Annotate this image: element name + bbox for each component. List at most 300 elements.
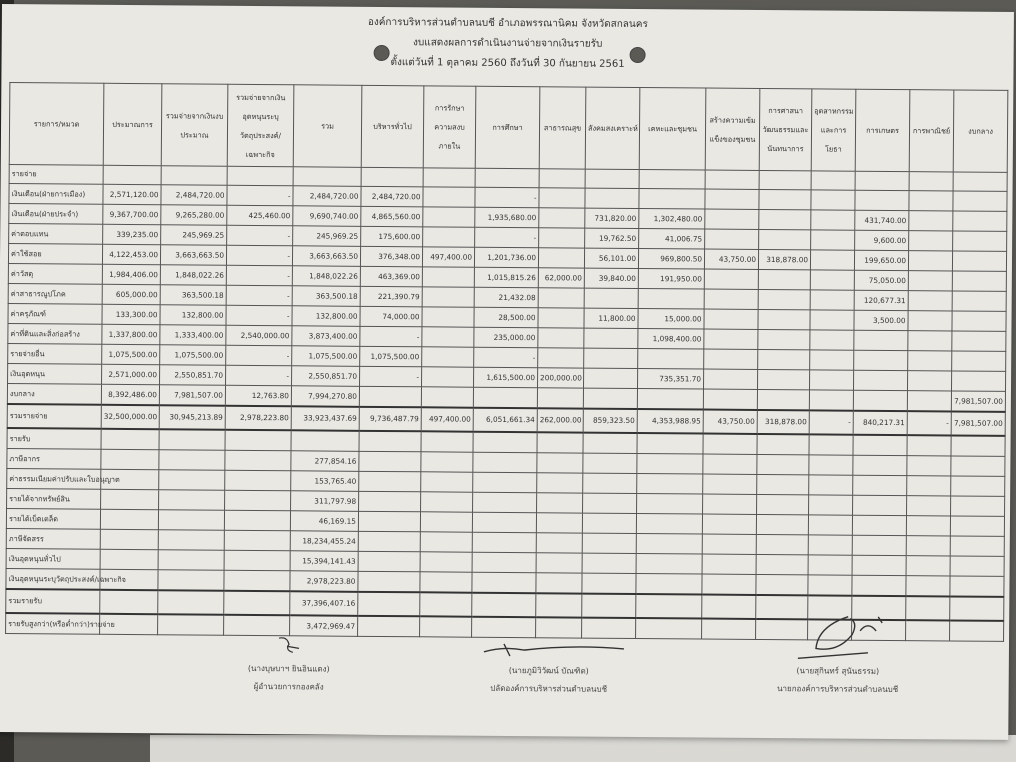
table-cell [705, 170, 759, 189]
table-cell: 2,571,120.00 [103, 184, 161, 204]
row-label: ค่าครุภัณฑ์ [8, 304, 102, 325]
table-cell [909, 172, 953, 191]
table-cell [537, 493, 583, 513]
table-cell: 2,550,851.70 [160, 365, 226, 386]
table-cell [808, 555, 852, 575]
table-cell [638, 289, 704, 310]
table-cell [361, 167, 423, 186]
table-cell: 9,736,487.79 [359, 407, 421, 431]
table-cell: 221,390.79 [360, 286, 422, 306]
table-cell [583, 493, 637, 513]
column-header: การพาณิชย์ [909, 90, 954, 172]
table-cell: 1,935,680.00 [475, 207, 539, 228]
signer-name: (นายภูมิวิวัฒน์ บัณฑิต) [508, 666, 589, 676]
table-cell: 1,984,406.00 [102, 264, 160, 284]
table-cell [291, 430, 359, 451]
table-cell [358, 616, 420, 637]
table-cell [702, 554, 756, 574]
row-label: รายได้เบ็ดเตล็ด [6, 509, 100, 530]
table-cell [224, 550, 290, 571]
table-cell [159, 470, 225, 491]
table-cell [637, 389, 703, 410]
table-cell [950, 516, 1004, 536]
document-period: ตั้งแต่วันที่ 1 ตุลาคม 2560 ถึงวันที่ 30 กันยายน 2561 [390, 57, 625, 70]
table-cell: 1,302,480.00 [639, 209, 705, 230]
table-cell [757, 389, 809, 410]
table-cell: 425,460.00 [227, 205, 293, 226]
row-label: ค่าตอบแทน [9, 224, 103, 245]
column-header: สาธารณสุข [539, 87, 586, 169]
table-cell: 56,101.00 [584, 248, 638, 268]
table-cell: 199,650.00 [854, 250, 908, 270]
table-cell [636, 594, 702, 619]
table-cell: 2,540,000.00 [226, 325, 292, 346]
table-cell [952, 351, 1006, 371]
table-cell: 19,762.50 [585, 228, 639, 248]
table-cell: 1,615,500.00 [474, 367, 538, 388]
table-cell: 311,797.98 [291, 491, 359, 512]
table-cell [582, 513, 636, 533]
table-cell: 62,000.00 [538, 268, 584, 288]
table-cell [358, 592, 420, 616]
table-cell [584, 288, 638, 308]
table-cell: 7,994,270.80 [291, 386, 359, 407]
table-cell [854, 330, 908, 350]
table-cell: 262,000.00 [537, 408, 583, 432]
table-cell [100, 509, 158, 529]
table-cell: 4,122,453.00 [102, 244, 160, 264]
signature-block [219, 634, 359, 697]
table-cell [810, 310, 854, 330]
table-cell [423, 168, 475, 187]
table-cell [582, 553, 636, 573]
table-cell [952, 291, 1006, 311]
table-cell: 235,000.00 [474, 327, 538, 348]
table-cell: 1,098,400.00 [638, 329, 704, 350]
table-cell [810, 350, 854, 370]
table-cell [421, 472, 473, 492]
table-cell [538, 308, 584, 328]
table-cell [907, 371, 951, 391]
table-cell: 191,950.00 [638, 269, 704, 290]
table-cell: 9,367,700.00 [103, 204, 161, 224]
table-cell: 2,571,000.00 [102, 364, 160, 384]
table-cell [472, 593, 536, 618]
table-cell [421, 431, 473, 452]
table-cell [583, 433, 637, 454]
table-cell [950, 576, 1004, 597]
table-cell [953, 191, 1007, 211]
table-cell [758, 349, 810, 369]
table-cell [421, 492, 473, 512]
table-cell [637, 454, 703, 475]
table-cell [636, 513, 702, 534]
table-cell [359, 431, 421, 452]
table-cell [224, 530, 290, 551]
table-cell [225, 470, 291, 491]
table-cell: 2,978,223.80 [225, 406, 291, 431]
table-cell: - [360, 326, 422, 346]
table-cell [420, 552, 472, 572]
row-label: เงินอุดหนุน [8, 364, 102, 385]
table-cell [159, 450, 225, 471]
table-cell: 30,945,213.89 [159, 405, 225, 430]
table-cell [422, 307, 474, 327]
table-cell: 840,217.31 [853, 411, 907, 435]
table-cell: - [226, 285, 292, 306]
table-cell [853, 475, 907, 495]
table-cell: 74,000.00 [360, 306, 422, 326]
table-cell: 735,351.70 [637, 369, 703, 390]
column-header: รวม [293, 85, 362, 168]
table-cell [473, 452, 537, 473]
table-cell: 75,050.00 [854, 270, 908, 290]
table-cell: 376,348.00 [360, 246, 422, 266]
table-cell: 15,000.00 [638, 309, 704, 330]
table-cell [536, 593, 582, 617]
table-cell [950, 556, 1004, 576]
table-cell [539, 208, 585, 228]
table-header-row [9, 83, 1008, 173]
table-cell [852, 535, 906, 555]
table-cell [536, 553, 582, 573]
table-cell [907, 496, 951, 516]
table-cell [583, 473, 637, 493]
table-cell [705, 209, 759, 229]
table-cell: 1,201,736.00 [474, 247, 538, 268]
table-cell [906, 556, 950, 576]
table-cell [951, 456, 1005, 476]
signer-role: นายกองค์การบริหารส่วนตำบลนบชี [777, 684, 899, 695]
document-header [1, 10, 1013, 78]
table-cell: 277,854.16 [291, 451, 359, 472]
row-label: ค่าธรรมเนียมค่าปรับและใบอนุญาต [7, 469, 101, 490]
table-cell: 431,740.00 [855, 210, 909, 230]
table-cell [582, 573, 636, 594]
column-header: รายการ/หมวด [9, 83, 104, 166]
table-cell [757, 434, 809, 455]
table-cell [811, 230, 855, 250]
table-cell: 9,265,280.00 [161, 205, 227, 226]
table-cell: 133,300.00 [102, 304, 160, 324]
table-cell [637, 433, 703, 454]
table-cell: 7,981,507.00 [951, 411, 1005, 435]
section-label: รายจ่าย [9, 165, 103, 185]
table-cell: 318,878.00 [758, 249, 810, 269]
table-cell [537, 388, 583, 409]
table-cell: 245,969.25 [293, 226, 361, 247]
table-cell [583, 453, 637, 473]
table-cell [158, 590, 224, 615]
table-cell [585, 169, 639, 188]
table-cell [758, 309, 810, 329]
statement-table [5, 82, 1008, 642]
table-cell: 1,848,022.26 [292, 266, 360, 287]
table-cell [952, 271, 1006, 291]
table-cell [908, 331, 952, 351]
column-header: บริหารทั่วไป [361, 85, 424, 167]
table-cell [756, 534, 808, 554]
row-label: ค่าใช้สอย [8, 244, 102, 265]
table-cell [473, 492, 537, 513]
table-cell [703, 454, 757, 474]
table-cell [358, 571, 420, 592]
table-cell [639, 189, 705, 210]
table-cell [809, 495, 853, 515]
table-cell [908, 351, 952, 371]
underlying-paper [150, 735, 1016, 762]
table-cell [161, 166, 227, 186]
table-cell: 43,750.00 [703, 410, 757, 434]
document-sheet [0, 4, 1014, 740]
table-cell [809, 475, 853, 495]
table-cell [704, 329, 758, 349]
table-cell [758, 269, 810, 289]
table-cell: 37,396,407.16 [290, 591, 358, 616]
signer-name: (นายสุกินทร์ สุนันธรรม) [796, 666, 880, 676]
table-cell [809, 390, 853, 411]
signature-block [459, 636, 639, 699]
table-cell [224, 615, 290, 636]
table-cell [422, 327, 474, 347]
table-cell [809, 370, 853, 390]
table-cell [756, 574, 808, 595]
table-cell [423, 227, 475, 247]
table-cell [852, 575, 906, 596]
table-cell: 39,840.00 [584, 268, 638, 288]
table-cell [638, 349, 704, 370]
table-cell: - [907, 411, 951, 435]
table-cell [951, 435, 1005, 456]
table-cell [224, 591, 290, 616]
table-cell [950, 536, 1004, 556]
table-cell [584, 348, 638, 368]
table-cell [808, 515, 852, 535]
table-cell [909, 231, 953, 251]
signer-role: ปลัดองค์การบริหารส่วนตำบลนบชี [490, 683, 608, 694]
table-cell [583, 388, 637, 409]
row-label: รายได้จากทรัพย์สิน [7, 489, 101, 510]
table-body [6, 165, 1008, 642]
table-cell [473, 472, 537, 493]
table-cell [473, 387, 537, 408]
table-cell: 3,472,969.47 [290, 615, 358, 636]
row-label: รายรับสูงกว่า(หรือต่ำกว่า)รายจ่าย [6, 613, 100, 634]
table-cell [159, 490, 225, 511]
table-cell: 28,500.00 [474, 307, 538, 328]
table-cell [420, 512, 472, 532]
table-cell [757, 454, 809, 474]
table-cell [951, 476, 1005, 496]
table-cell [227, 166, 293, 186]
table-cell [359, 491, 421, 511]
table-cell [225, 450, 291, 471]
table-cell [808, 575, 852, 596]
table-cell [639, 170, 705, 190]
table-cell [536, 617, 582, 638]
table-cell [422, 367, 474, 387]
table-cell [908, 291, 952, 311]
table-cell: 4,865,560.00 [361, 206, 423, 226]
table-cell [809, 434, 853, 455]
table-cell [422, 267, 474, 287]
table-cell [853, 435, 907, 456]
table-cell [907, 435, 951, 456]
table-cell [759, 209, 811, 229]
table-cell: 2,550,851.70 [292, 366, 360, 387]
table-cell [952, 251, 1006, 271]
table-cell: 6,051,661.34 [473, 408, 537, 433]
table-cell: 11,800.00 [584, 308, 638, 328]
table-cell [811, 171, 855, 190]
table-cell [536, 533, 582, 553]
table-cell [420, 572, 472, 593]
table-cell [703, 474, 757, 494]
table-cell [908, 271, 952, 291]
table-cell [855, 190, 909, 210]
table-cell: 41,006.75 [639, 229, 705, 250]
signature-mark [259, 634, 319, 660]
table-cell [758, 289, 810, 309]
table-cell [472, 572, 536, 593]
table-cell [637, 493, 703, 514]
row-label: งบกลาง [7, 384, 101, 405]
table-cell [584, 328, 638, 348]
table-cell: 339,235.00 [103, 224, 161, 244]
table-cell [359, 451, 421, 471]
table-cell [950, 596, 1004, 620]
table-cell [703, 494, 757, 514]
table-cell [852, 555, 906, 575]
table-cell: - [475, 187, 539, 208]
table-cell: - [226, 265, 292, 286]
signer-name: (นางบุษบาฯ ยินอินแดง) [247, 663, 330, 674]
table-cell [704, 289, 758, 309]
table-cell [293, 167, 361, 187]
column-header: การเกษตร [855, 89, 910, 171]
signature-block [743, 608, 934, 699]
table-cell [158, 510, 224, 531]
table-cell [359, 471, 421, 491]
table-cell [853, 455, 907, 475]
column-header: รวมจ่ายจากเงินงบประมาณ [161, 84, 228, 167]
table-cell [950, 620, 1004, 641]
row-label: ภาษีอากร [7, 449, 101, 470]
table-cell [758, 329, 810, 349]
table-cell: 1,075,500.00 [160, 345, 226, 366]
table-cell [158, 614, 224, 635]
table-cell: 8,392,486.00 [101, 384, 159, 405]
table-cell [359, 386, 421, 407]
table-cell [538, 328, 584, 348]
table-cell [225, 430, 291, 451]
table-cell [759, 189, 811, 209]
table-cell [756, 514, 808, 534]
table-cell: - [227, 185, 293, 206]
table-cell [538, 348, 584, 368]
table-cell: 120,677.31 [854, 290, 908, 310]
table-cell [853, 495, 907, 515]
table-cell: 497,400.00 [422, 247, 474, 267]
table-cell [101, 489, 159, 509]
table-cell: 969,800.50 [638, 249, 704, 270]
table-cell [536, 513, 582, 533]
table-cell [224, 510, 290, 531]
table-cell: 18,234,455.24 [290, 531, 358, 552]
table-cell: 200,000.00 [538, 368, 584, 388]
table-cell [909, 211, 953, 231]
column-header: สร้างความเข้มแข็งของชุมชน [705, 88, 760, 170]
table-cell [906, 576, 950, 597]
document-title: งบแสดงผลการดำเนินงานจ่ายจากเงินรายรับ [413, 37, 603, 50]
table-cell: 153,765.40 [291, 471, 359, 492]
table-cell [702, 514, 756, 534]
row-label: รวมรายจ่าย [7, 404, 101, 429]
table-cell [909, 191, 953, 211]
table-cell [952, 311, 1006, 331]
table-cell [537, 453, 583, 473]
column-header: งบกลาง [953, 90, 1008, 172]
table-cell [585, 188, 639, 208]
table-cell: 318,878.00 [757, 410, 809, 434]
table-cell [855, 171, 909, 190]
row-label: ค่าที่ดินและสิ่งก่อสร้าง [8, 324, 102, 345]
table-cell [539, 188, 585, 208]
table-cell: 3,500.00 [854, 310, 908, 330]
table-cell [811, 210, 855, 230]
table-cell [536, 573, 582, 594]
table-cell: 1,075,500.00 [292, 346, 360, 367]
row-label: เงินอุดหนุนระบุวัตถุประสงค์/เฉพาะกิจ [6, 569, 100, 590]
table-cell: 2,484,720.00 [161, 185, 227, 206]
table-cell [702, 534, 756, 554]
table-cell: 12,763.80 [225, 385, 291, 406]
table-cell [225, 490, 291, 511]
table-cell [100, 590, 158, 614]
table-cell [422, 287, 474, 307]
table-cell: 245,969.25 [161, 225, 227, 246]
table-cell [702, 574, 756, 595]
row-label: ค่าวัสดุ [8, 264, 102, 285]
table-cell [854, 350, 908, 370]
table-cell [810, 290, 854, 310]
column-header: การศาสนาวัฒนธรรมและนันทนาการ [759, 88, 812, 170]
column-header: รวมจ่ายจากเงินอุดหนุนระบุวัตถุประสงค์/เฉพาะกิจ [227, 84, 294, 167]
table-cell: 3,663,663.50 [292, 246, 360, 267]
table-cell: - [360, 366, 422, 386]
table-cell [538, 288, 584, 308]
table-cell: 15,394,141.43 [290, 551, 358, 572]
table-cell: 3,663,663.50 [160, 245, 226, 266]
row-label: เงินเดือน(ฝ่ายการเมือง) [9, 184, 103, 205]
table-cell: - [809, 410, 853, 434]
table-cell [704, 309, 758, 329]
table-cell: 363,500.18 [160, 285, 226, 306]
signer-role: ผู้อำนวยการกองคลัง [253, 681, 324, 692]
column-header: การศึกษา [475, 86, 540, 169]
table-cell: 32,500,000.00 [101, 405, 159, 429]
table-cell [422, 347, 474, 367]
table-cell [907, 456, 951, 476]
table-cell [853, 390, 907, 411]
table-cell: 21,432.08 [474, 287, 538, 308]
table-cell [582, 618, 636, 639]
table-cell [811, 190, 855, 210]
table-cell [908, 311, 952, 331]
row-label: รายจ่ายอื่น [8, 344, 102, 365]
table-cell: 1,075,500.00 [360, 346, 422, 366]
table-cell [705, 189, 759, 209]
